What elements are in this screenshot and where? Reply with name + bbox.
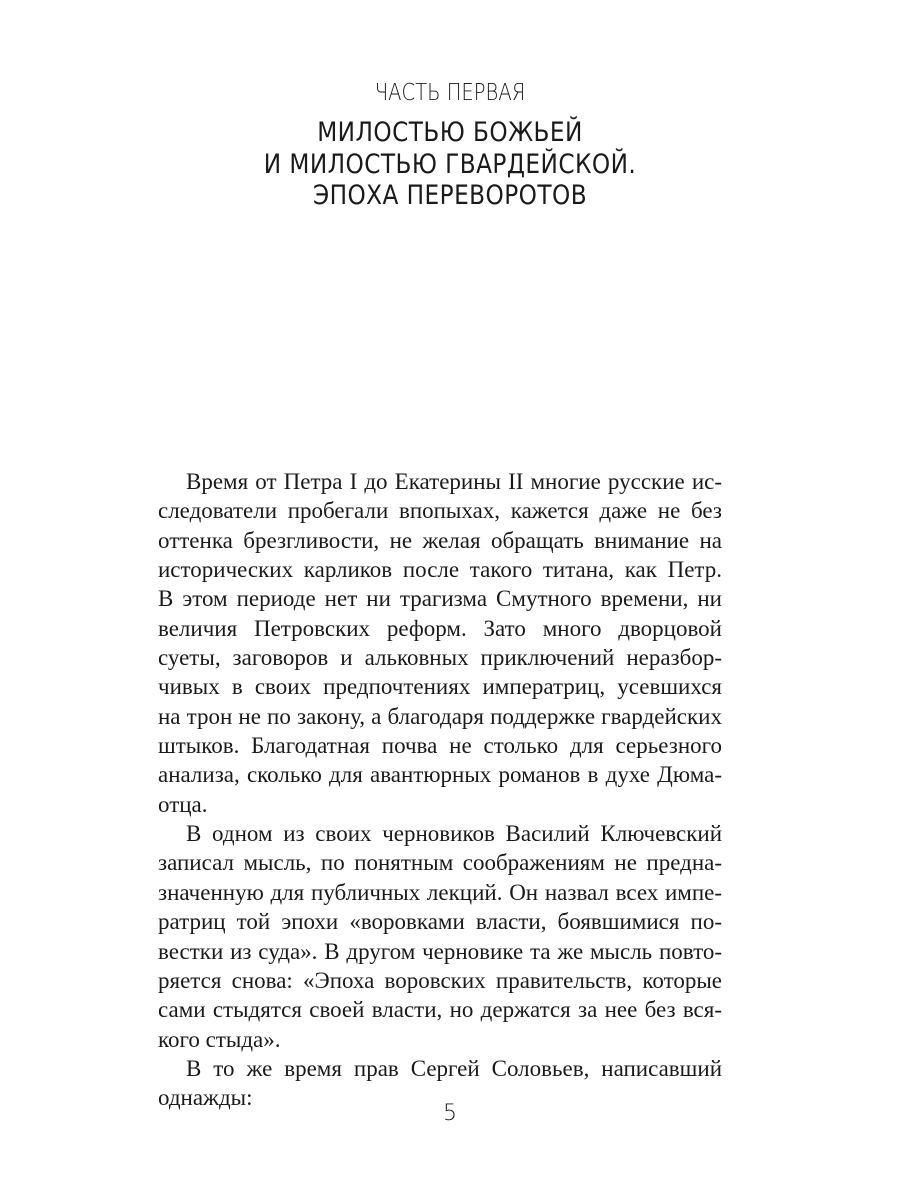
page-number: 5: [443, 1101, 457, 1126]
text-line: исторических карликов после такого титана, как Петр.: [158, 557, 722, 583]
text-line: сами стыдятся своей власти, но держатся за нее без вся-: [158, 997, 722, 1023]
text-line: однажды:: [158, 1085, 253, 1111]
body-text: [158, 467, 722, 1113]
text-line: на трон не по закону, а благодаря поддержке гвардейских: [158, 703, 722, 729]
text-line: чивых в своих предпочтениях императриц, усевшихся: [158, 674, 722, 700]
text-line: В одном из своих черновиков Василий Ключевский: [186, 821, 722, 847]
text-line: В этом периоде нет ни трагизма Смутного времени, ни: [158, 586, 722, 612]
paragraph: [158, 467, 722, 819]
paragraph: [158, 819, 722, 1054]
text-line: суеты, заговоров и альковных приключений неразбор-: [158, 645, 722, 671]
text-line: анализа, сколько для авантюрных романов в духе Дюма-: [158, 762, 722, 788]
text-line: отца.: [158, 791, 208, 817]
text-line: следователи пробегали впопыхах, кажется даже не без: [158, 498, 722, 524]
part-label: ЧАСТЬ ПЕРВАЯ: [374, 80, 526, 106]
text-line: В то же время прав Сергей Соловьев, написавший: [186, 1055, 722, 1081]
text-line: штыков. Благодатная почва не столько для серьезного: [158, 733, 722, 759]
chapter-title-line: ЭПОХА ПЕРЕВОРОТОВ: [312, 180, 588, 211]
text-line: значенную для публичных лекций. Он назвал всех импе-: [158, 879, 722, 905]
text-line: вестки из суда». В другом черновике та же мысль повто-: [158, 938, 722, 964]
chapter-title-line: МИЛОСТЬЮ БОЖЬЕЙ: [317, 117, 583, 148]
text-line: записал мысль, по понятным соображениям не предна-: [158, 850, 722, 876]
text-line: ряется снова: «Эпоха воровских правительств, которые: [158, 967, 722, 993]
text-line: ратриц той эпохи «воровками власти, боявшимися по-: [158, 909, 722, 935]
chapter-title: [0, 117, 900, 212]
text-line: величия Петровских реформ. Зато много дворцовой: [158, 615, 722, 641]
text-line: кого стыда».: [158, 1026, 281, 1052]
text-line: Время от Петра I до Екатерины II многие русские ис-: [186, 469, 722, 494]
text-line: оттенка брезгливости, не желая обращать внимание на: [158, 527, 722, 553]
chapter-title-line: И МИЛОСТЬЮ ГВАРДЕЙСКОЙ.: [263, 148, 637, 180]
